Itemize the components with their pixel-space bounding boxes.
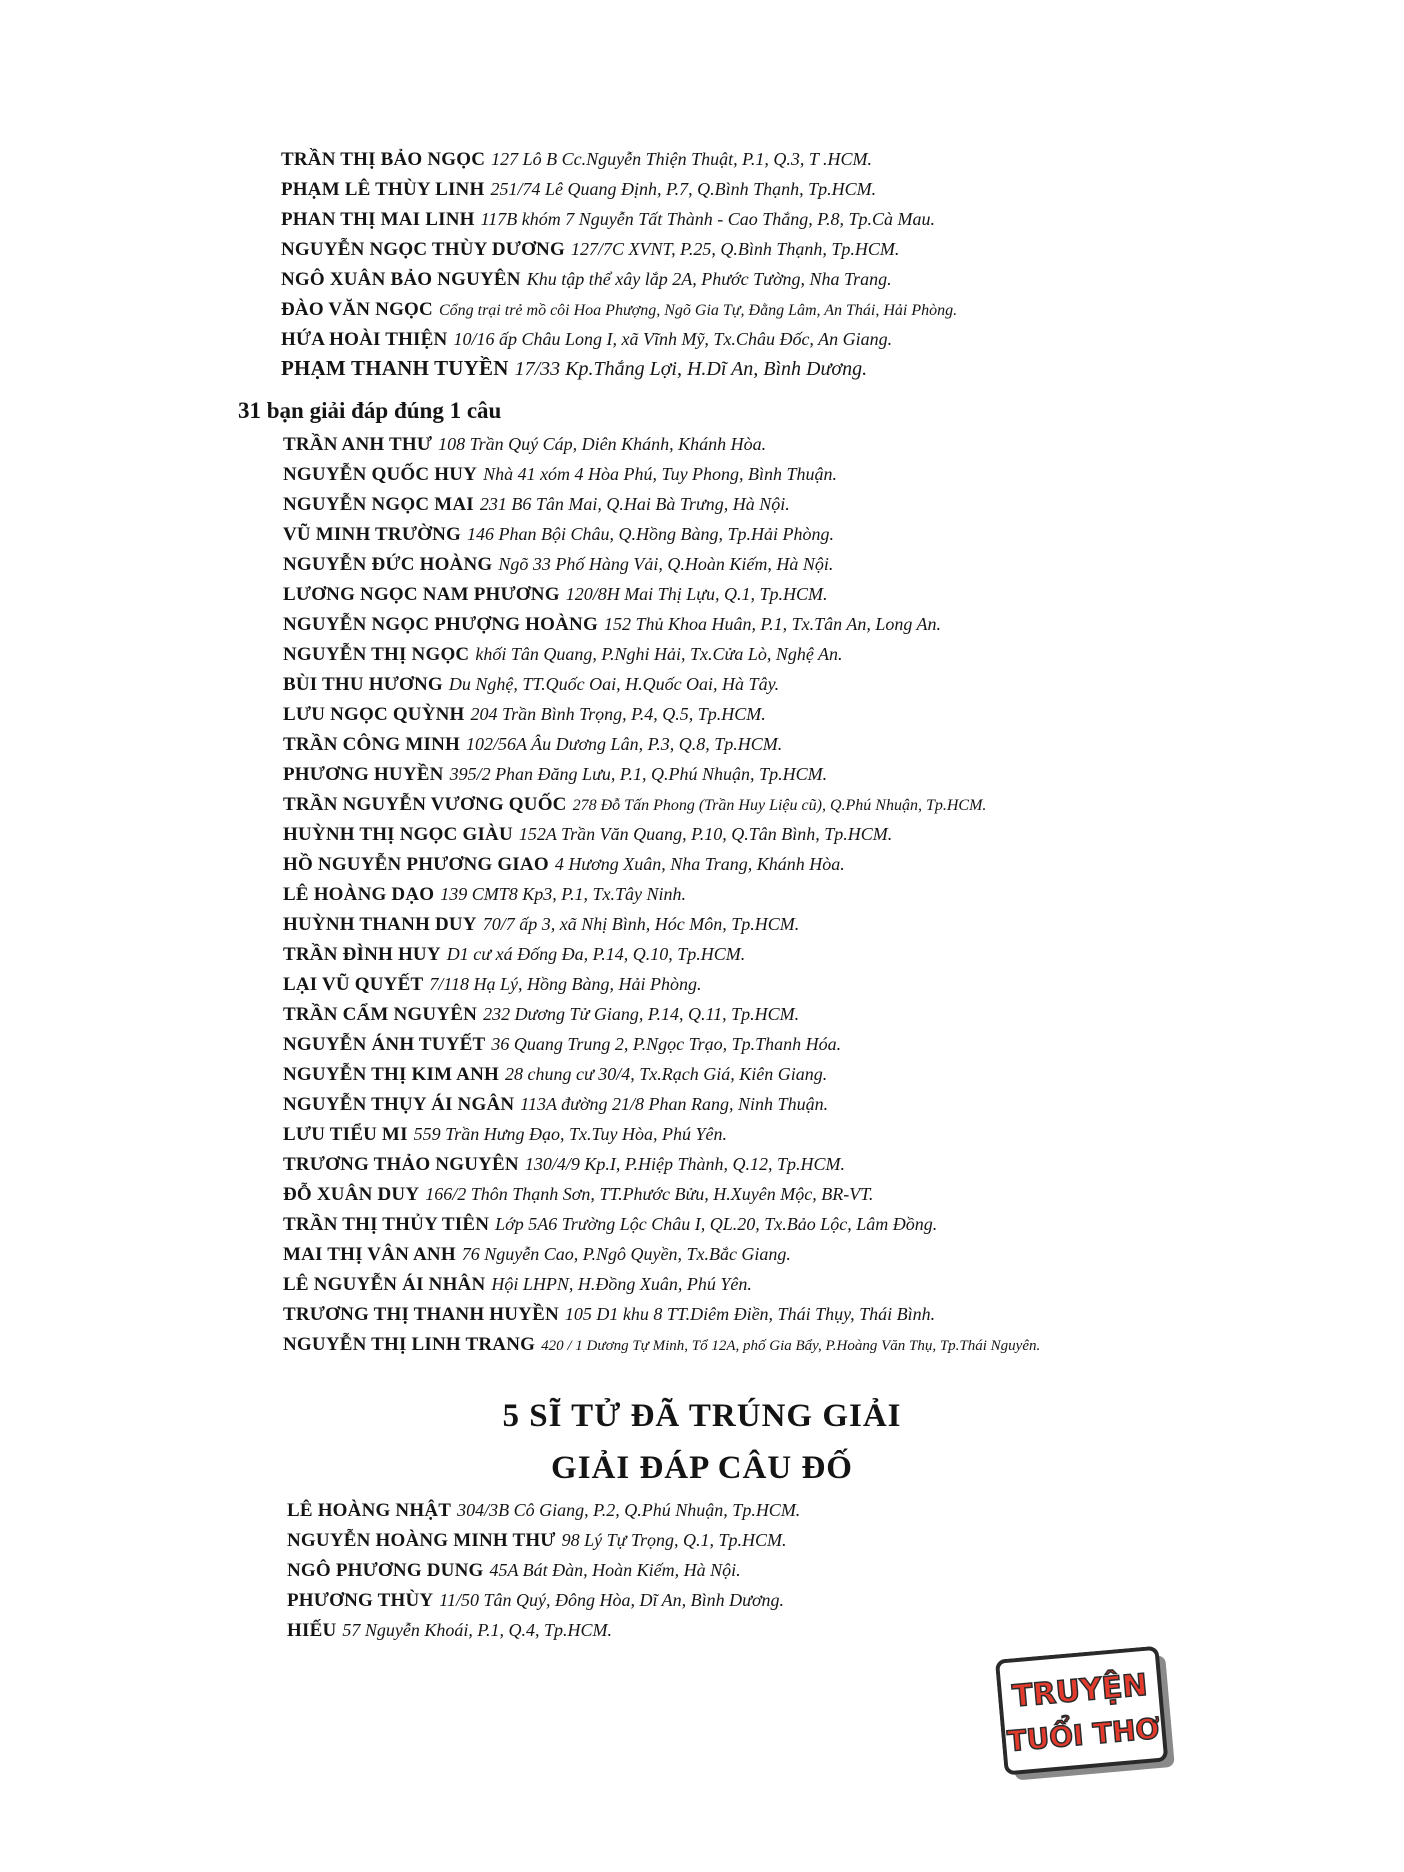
list-item — [281, 327, 892, 352]
entry-address: 57 Nguyễn Khoái, P.1, Q.4, Tp.HCM. — [342, 1620, 613, 1640]
entry-name: TRẦN NGUYỄN VƯƠNG QUỐC — [283, 794, 567, 815]
entry-address: D1 cư xá Đống Đa, P.14, Q.10, Tp.HCM. — [446, 944, 746, 964]
entry-address: 113A đường 21/8 Phan Rang, Ninh Thuận. — [520, 1094, 829, 1114]
list-item — [287, 1498, 800, 1523]
list-item — [283, 702, 766, 727]
list-item — [283, 732, 782, 757]
list-item — [281, 147, 872, 172]
list-item — [283, 492, 790, 517]
list-item — [283, 822, 892, 847]
entry-name: HIẾU — [287, 1620, 337, 1641]
entry-name: LÊ NGUYỄN ÁI NHÂN — [283, 1274, 486, 1295]
entry-address: 98 Lý Tự Trọng, Q.1, Tp.HCM. — [561, 1530, 787, 1550]
logo-graphic — [995, 1645, 1181, 1786]
entry-address: 139 CMT8 Kp3, P.1, Tx.Tây Ninh. — [440, 884, 686, 904]
entry-name: NGUYỄN THỊ LINH TRANG — [283, 1334, 536, 1355]
entry-name: HỒ NGUYỄN PHƯƠNG GIAO — [283, 854, 549, 875]
entry-name: NGÔ PHƯƠNG DUNG — [287, 1560, 484, 1581]
entry-address: Cổng trại trẻ mồ côi Hoa Phượng, Ngõ Gia Tự, Đằng Lâm, An Thái, Hải Phòng. — [438, 302, 958, 319]
list-item — [281, 267, 892, 292]
entry-name: HUỲNH THỊ NGỌC GIÀU — [283, 824, 513, 845]
entry-name: PHẠM THANH TUYỀN — [281, 356, 509, 380]
list-item — [287, 1528, 786, 1553]
entry-name: NGUYỄN THỊ KIM ANH — [283, 1064, 499, 1085]
list-item — [283, 1032, 841, 1057]
list-item — [283, 642, 843, 667]
entry-address: 559 Trần Hưng Đạo, Tx.Tuy Hòa, Phú Yên. — [413, 1124, 728, 1144]
entry-name: MAI THỊ VÂN ANH — [283, 1244, 456, 1265]
entry-address: 152A Trần Văn Quang, P.10, Q.Tân Bình, Tp.HCM. — [518, 824, 893, 844]
list-item — [287, 1618, 612, 1643]
entry-address: 152 Thủ Khoa Huân, P.1, Tx.Tân An, Long An. — [603, 614, 942, 634]
entry-address: Du Nghệ, TT.Quốc Oai, H.Quốc Oai, Hà Tây. — [448, 674, 780, 694]
section-2-heading: 31 bạn giải đáp đúng 1 câu — [238, 398, 502, 423]
entry-name: NGÔ XUÂN BẢO NGUYÊN — [281, 269, 521, 290]
entry-address: 11/50 Tân Quý, Đông Hòa, Dĩ An, Bình Dương. — [439, 1590, 785, 1610]
entry-address: Ngõ 33 Phố Hàng Vải, Q.Hoàn Kiếm, Hà Nội. — [498, 554, 834, 574]
entry-name: PHẠM LÊ THÙY LINH — [281, 179, 485, 200]
list-item — [281, 356, 867, 381]
entry-name: NGUYỄN HOÀNG MINH THƯ — [287, 1530, 556, 1551]
entry-name: NGUYỄN THỊ NGỌC — [283, 644, 470, 665]
list-item — [287, 1558, 741, 1583]
list-item — [283, 1242, 791, 1267]
entry-address: khối Tân Quang, P.Nghi Hải, Tx.Cửa Lò, Nghệ An. — [475, 644, 843, 664]
entry-name: TRẦN CẨM NGUYÊN — [283, 1004, 478, 1025]
list-item — [283, 1002, 799, 1027]
list-item — [283, 852, 845, 877]
entry-address: 166/2 Thôn Thạnh Sơn, TT.Phước Bửu, H.Xuyên Mộc, BR-VT. — [425, 1184, 874, 1204]
list-item — [283, 462, 837, 487]
entry-name: NGUYỄN ÁNH TUYẾT — [283, 1034, 486, 1055]
entry-name: VŨ MINH TRƯỜNG — [283, 524, 462, 545]
entry-name: ĐÀO VĂN NGỌC — [281, 299, 433, 320]
entry-name: NGUYỄN ĐỨC HOÀNG — [283, 554, 493, 575]
entry-name: LẠI VŨ QUYẾT — [283, 974, 424, 995]
list-item — [283, 912, 799, 937]
entry-name: TRẦN THỊ THỦY TIÊN — [283, 1214, 490, 1235]
entry-address: 251/74 Lê Quang Định, P.7, Q.Bình Thạnh, Tp.HCM. — [490, 179, 877, 199]
entry-address: 130/4/9 Kp.I, P.Hiệp Thành, Q.12, Tp.HCM. — [524, 1154, 846, 1174]
entry-name: TRẦN ĐÌNH HUY — [283, 944, 441, 965]
entry-name: TRƯƠNG THẢO NGUYÊN — [283, 1154, 519, 1175]
entry-address: 420 / 1 Dương Tự Minh, Tổ 12A, phố Gia Bẩy, P.Hoàng Văn Thụ, Tp.Thái Nguyên. — [541, 1338, 1041, 1354]
entry-address: 204 Trần Bình Trọng, P.4, Q.5, Tp.HCM. — [470, 704, 766, 724]
section-3-title: 5 SĨ TỬ ĐÃ TRÚNG GIẢI — [502, 1398, 902, 1434]
list-item — [283, 942, 745, 967]
entry-address: 108 Trần Quý Cáp, Diên Khánh, Khánh Hòa. — [438, 434, 767, 454]
list-item — [287, 1588, 784, 1613]
entry-name: NGUYỄN NGỌC MAI — [283, 494, 474, 515]
entry-address: 45A Bát Đàn, Hoàn Kiếm, Hà Nội. — [489, 1560, 741, 1580]
list-item — [281, 207, 935, 232]
entry-address: 395/2 Phan Đăng Lưu, P.1, Q.Phú Nhuận, Tp.HCM. — [449, 764, 828, 784]
entry-name: TRẦN ANH THƯ — [283, 434, 433, 455]
list-item — [281, 177, 876, 202]
entry-name: HUỲNH THANH DUY — [283, 914, 477, 935]
entry-name: NGUYỄN NGỌC THÙY DƯƠNG — [281, 239, 565, 260]
entry-name: NGUYỄN THỤY ÁI NGÂN — [283, 1094, 515, 1115]
entry-address: 127/7C XVNT, P.25, Q.Bình Thạnh, Tp.HCM. — [570, 239, 900, 259]
list-item — [283, 762, 827, 787]
entry-name: LƯU NGỌC QUỲNH — [283, 704, 465, 725]
entry-name: TRƯƠNG THỊ THANH HUYỀN — [283, 1304, 559, 1325]
entry-name: PHƯƠNG HUYỀN — [283, 764, 444, 785]
list-item — [283, 972, 702, 997]
entry-address: 10/16 ấp Châu Long I, xã Vĩnh Mỹ, Tx.Châu Đốc, An Giang. — [453, 329, 893, 349]
list-item — [283, 1062, 827, 1087]
list-item — [283, 1152, 845, 1177]
entry-name: NGUYỄN NGỌC PHƯỢNG HOÀNG — [283, 614, 598, 635]
list-item — [283, 432, 766, 457]
entry-name: NGUYỄN QUỐC HUY — [283, 464, 478, 485]
list-item — [281, 297, 957, 323]
entry-address: Nhà 41 xóm 4 Hòa Phú, Tuy Phong, Bình Thuận. — [483, 464, 838, 484]
entry-address: 70/7 ấp 3, xã Nhị Bình, Hóc Môn, Tp.HCM. — [482, 914, 800, 934]
entry-address: 120/8H Mai Thị Lựu, Q.1, Tp.HCM. — [565, 584, 828, 604]
entry-name: LÊ HOÀNG NHẬT — [287, 1500, 452, 1521]
list-item — [283, 612, 941, 637]
list-item — [283, 792, 986, 818]
list-item — [283, 672, 779, 697]
entry-address: 17/33 Kp.Thắng Lợi, H.Dĩ An, Bình Dương. — [514, 358, 868, 380]
entry-address: 36 Quang Trung 2, P.Ngọc Trạo, Tp.Thanh Hóa. — [491, 1034, 842, 1054]
entry-name: LÊ HOÀNG DẠO — [283, 884, 435, 905]
list-item — [283, 1092, 828, 1117]
entry-name: PHAN THỊ MAI LINH — [281, 209, 475, 230]
entry-name: BÙI THU HƯƠNG — [283, 674, 443, 695]
entry-name: TRẦN THỊ BẢO NGỌC — [281, 149, 486, 170]
list-item — [283, 1212, 937, 1237]
entry-address: 105 D1 khu 8 TT.Diêm Điền, Thái Thụy, Thái Bình. — [564, 1304, 936, 1324]
entry-address: 102/56A Âu Dương Lân, P.3, Q.8, Tp.HCM. — [465, 734, 783, 754]
entry-address: Khu tập thể xây lắp 2A, Phước Tường, Nha Trang. — [526, 269, 892, 289]
logo-line-1: TRUYỆN — [1010, 1667, 1149, 1715]
list-item — [283, 1302, 935, 1327]
entry-address: 304/3B Cô Giang, P.2, Q.Phú Nhuận, Tp.HCM. — [457, 1500, 801, 1520]
entry-name: LƯƠNG NGỌC NAM PHƯƠNG — [283, 584, 560, 605]
entry-address: 278 Đỗ Tấn Phong (Trần Huy Liệu cũ), Q.Phú Nhuận, Tp.HCM. — [572, 797, 987, 814]
entry-address: 7/118 Hạ Lý, Hồng Bàng, Hải Phòng. — [429, 974, 702, 994]
list-item — [283, 882, 686, 907]
list-item — [283, 1122, 727, 1147]
list-item — [283, 552, 833, 577]
list-item — [281, 237, 899, 262]
section-3-subtitle: GIẢI ĐÁP CÂU ĐỐ — [551, 1450, 853, 1486]
entry-address: 76 Nguyễn Cao, P.Ngô Quyền, Tx.Bắc Giang. — [461, 1244, 791, 1264]
entry-name: PHƯƠNG THÙY — [287, 1590, 434, 1611]
entry-name: LƯU TIỂU MI — [283, 1124, 408, 1145]
list-item — [283, 522, 834, 547]
entry-name: ĐỖ XUÂN DUY — [283, 1184, 420, 1205]
entry-address: 232 Dương Tử Giang, P.14, Q.11, Tp.HCM. — [483, 1004, 800, 1024]
entry-address: Hội LHPN, H.Đồng Xuân, Phú Yên. — [491, 1274, 752, 1294]
entry-address: 4 Hương Xuân, Nha Trang, Khánh Hòa. — [554, 854, 845, 874]
entry-address: 231 B6 Tân Mai, Q.Hai Bà Trưng, Hà Nội. — [479, 494, 790, 514]
entry-name: TRẦN CÔNG MINH — [283, 734, 460, 755]
list-item — [283, 1272, 752, 1297]
entry-address: 117B khóm 7 Nguyễn Tất Thành - Cao Thắng, P.8, Tp.Cà Mau. — [480, 209, 935, 229]
truyen-tuoi-tho-logo — [995, 1645, 1181, 1786]
entry-address: 146 Phan Bội Châu, Q.Hồng Bàng, Tp.Hải Phòng. — [467, 524, 835, 544]
entry-address: 127 Lô B Cc.Nguyễn Thiện Thuật, P.1, Q.3, T .HCM. — [491, 149, 873, 169]
list-item — [283, 582, 828, 607]
list-item — [283, 1182, 873, 1207]
logo-line-2: TUỔI THƠ — [1006, 1711, 1162, 1759]
list-item — [283, 1332, 1040, 1358]
entry-name: HỨA HOÀI THIỆN — [281, 329, 448, 350]
entry-address: Lớp 5A6 Trường Lộc Châu I, QL.20, Tx.Bảo Lộc, Lâm Đồng. — [495, 1214, 938, 1234]
entry-address: 28 chung cư 30/4, Tx.Rạch Giá, Kiên Giang. — [504, 1064, 828, 1084]
